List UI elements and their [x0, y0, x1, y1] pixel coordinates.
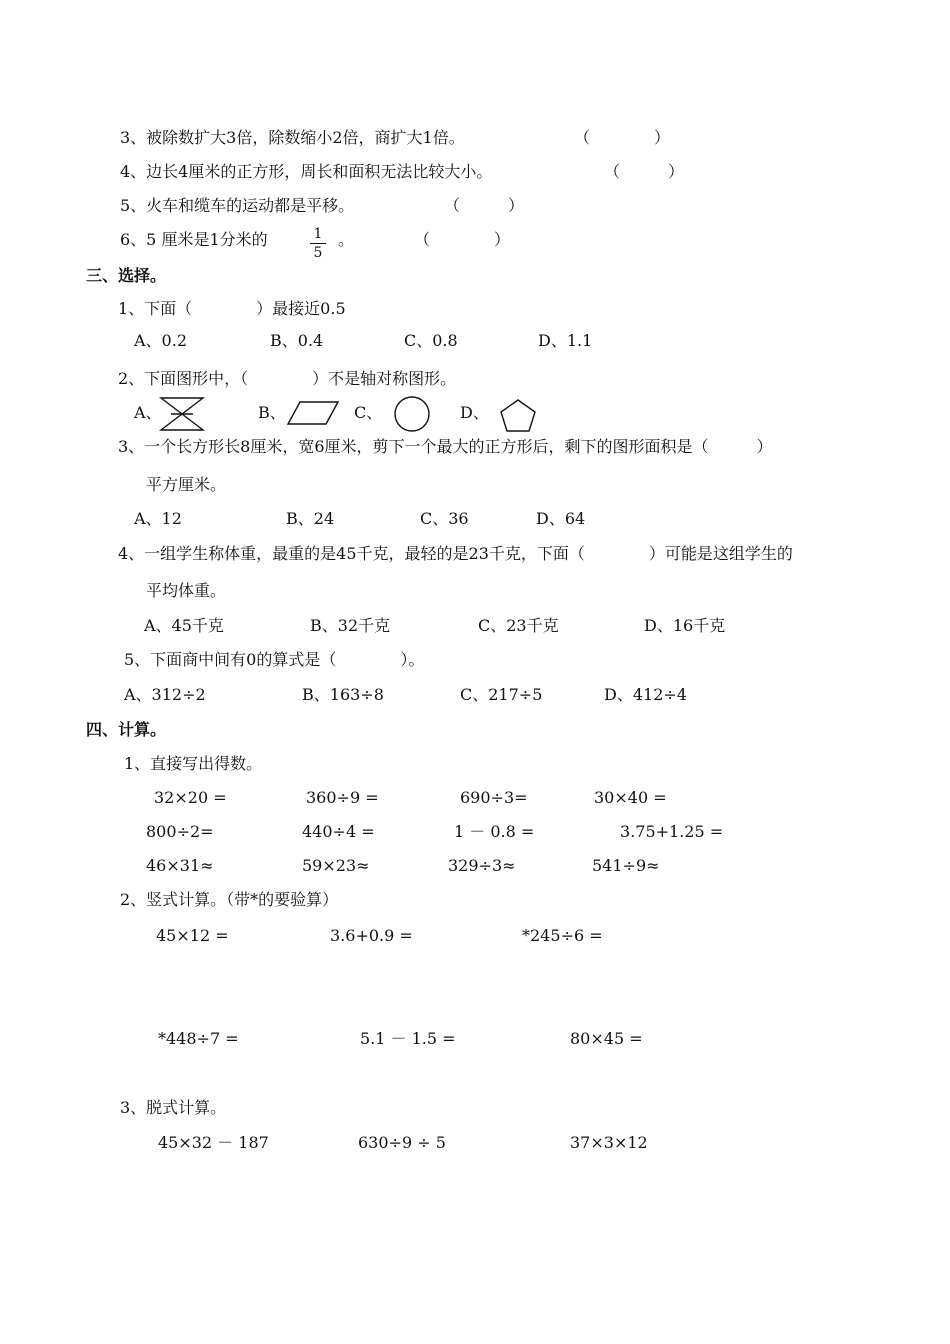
- choice-q1-option-b[interactable]: B、0.4: [270, 331, 324, 350]
- choice-q3-line2: 平方厘米。: [146, 475, 227, 494]
- stepwise-calc-item: 37×3×12: [570, 1133, 648, 1152]
- fraction-denominator: 5: [313, 245, 323, 261]
- parallelogram-icon[interactable]: [286, 400, 340, 426]
- choice-q5-option-d[interactable]: D、412÷4: [604, 685, 687, 704]
- choice-q3-option-b[interactable]: B、24: [286, 509, 335, 528]
- circle-icon[interactable]: [392, 396, 432, 432]
- fraction-one-fifth: [310, 226, 326, 261]
- choice-q4-option-b[interactable]: B、32千克: [310, 616, 391, 635]
- choice-q3-option-a[interactable]: A、12: [134, 509, 182, 528]
- mental-calc-item: 440÷4 =: [302, 822, 375, 841]
- mental-calc-item: 1 － 0.8 =: [454, 822, 535, 841]
- section4-title: 四、计算。: [86, 720, 167, 739]
- calc-q1-text: 1、直接写出得数。: [124, 754, 263, 773]
- judge-q3-text: 3、被除数扩大3倍，除数缩小2倍，商扩大1倍。: [120, 128, 465, 147]
- stepwise-calc-item: 45×32 － 187: [158, 1133, 269, 1152]
- stepwise-calc-item: 630÷9 ÷ 5: [358, 1133, 446, 1152]
- calc-q2-text: 2、竖式计算。（带*的要验算）: [120, 890, 339, 909]
- judge-q6-text: 6、5 厘米是1分米的: [120, 230, 268, 249]
- choice-q3-option-c[interactable]: C、36: [420, 509, 469, 528]
- judge-q6-end: 。: [338, 230, 355, 249]
- fraction-numerator: 1: [310, 226, 326, 244]
- choice-q4-option-c[interactable]: C、23千克: [478, 616, 559, 635]
- judge-q5-blank[interactable]: （ ）: [444, 196, 525, 215]
- choice-q1-option-a[interactable]: A、0.2: [134, 331, 188, 350]
- vertical-calc-item: 45×12 =: [156, 926, 229, 945]
- choice-q3-line1: 3、一个长方形长8厘米，宽6厘米，剪下一个最大的正方形后，剩下的图形面积是（ ）: [118, 437, 773, 456]
- choice-q3-option-d[interactable]: D、64: [536, 509, 586, 528]
- three-triangles-icon[interactable]: [157, 396, 207, 432]
- calc-q3-text: 3、脱式计算。: [120, 1098, 227, 1117]
- vertical-calc-item: 5.1 － 1.5 =: [360, 1029, 456, 1048]
- choice-q4-line1: 4、一组学生称体重，最重的是45千克，最轻的是23千克，下面（ ）可能是这组学生的: [118, 544, 793, 563]
- choice-q5-option-a[interactable]: A、312÷2: [124, 685, 206, 704]
- choice-q1-option-d[interactable]: D、1.1: [538, 331, 593, 350]
- mental-calc-item: 32×20 =: [154, 788, 227, 807]
- choice-q2-label-c[interactable]: C、: [354, 403, 383, 422]
- choice-q4-option-a[interactable]: A、45千克: [144, 616, 224, 635]
- vertical-calc-item: *448÷7 =: [158, 1029, 239, 1048]
- judge-q5-text: 5、火车和缆车的运动都是平移。: [120, 196, 355, 215]
- choice-q5-option-b[interactable]: B、163÷8: [302, 685, 384, 704]
- mental-calc-item: 329÷3≈: [448, 856, 516, 875]
- choice-q5-text: 5、下面商中间有0的算式是（ ）。: [124, 650, 425, 669]
- mental-calc-item: 30×40 =: [594, 788, 667, 807]
- mental-calc-item: 46×31≈: [146, 856, 214, 875]
- choice-q4-line2: 平均体重。: [146, 581, 227, 600]
- pentagon-icon[interactable]: [498, 398, 538, 434]
- mental-calc-item: 360÷9 =: [306, 788, 379, 807]
- choice-q2-label-d[interactable]: D、: [460, 403, 489, 422]
- choice-q1-option-c[interactable]: C、0.8: [404, 331, 458, 350]
- judge-q3-blank[interactable]: （ ）: [574, 128, 671, 147]
- mental-calc-item: 59×23≈: [302, 856, 370, 875]
- choice-q1-text: 1、下面（ ）最接近0.5: [118, 299, 346, 318]
- judge-q4-text: 4、边长4厘米的正方形，周长和面积无法比较大小。: [120, 162, 493, 181]
- judge-q4-blank[interactable]: （ ）: [604, 162, 685, 181]
- judge-q6-blank[interactable]: （ ）: [414, 230, 511, 249]
- mental-calc-item: 541÷9≈: [592, 856, 660, 875]
- vertical-calc-item: 3.6+0.9 =: [330, 926, 413, 945]
- section3-title: 三、选择。: [86, 266, 167, 285]
- choice-q5-option-c[interactable]: C、217÷5: [460, 685, 543, 704]
- mental-calc-item: 690÷3=: [460, 788, 528, 807]
- vertical-calc-item: *245÷6 =: [522, 926, 603, 945]
- choice-q2-label-b[interactable]: B、: [258, 403, 286, 422]
- choice-q2-text: 2、下面图形中，（ ）不是轴对称图形。: [118, 369, 457, 388]
- choice-q4-option-d[interactable]: D、16千克: [644, 616, 726, 635]
- choice-q2-label-a[interactable]: A、: [134, 403, 162, 422]
- mental-calc-item: 800÷2=: [146, 822, 214, 841]
- vertical-calc-item: 80×45 =: [570, 1029, 643, 1048]
- mental-calc-item: 3.75+1.25 =: [620, 822, 724, 841]
